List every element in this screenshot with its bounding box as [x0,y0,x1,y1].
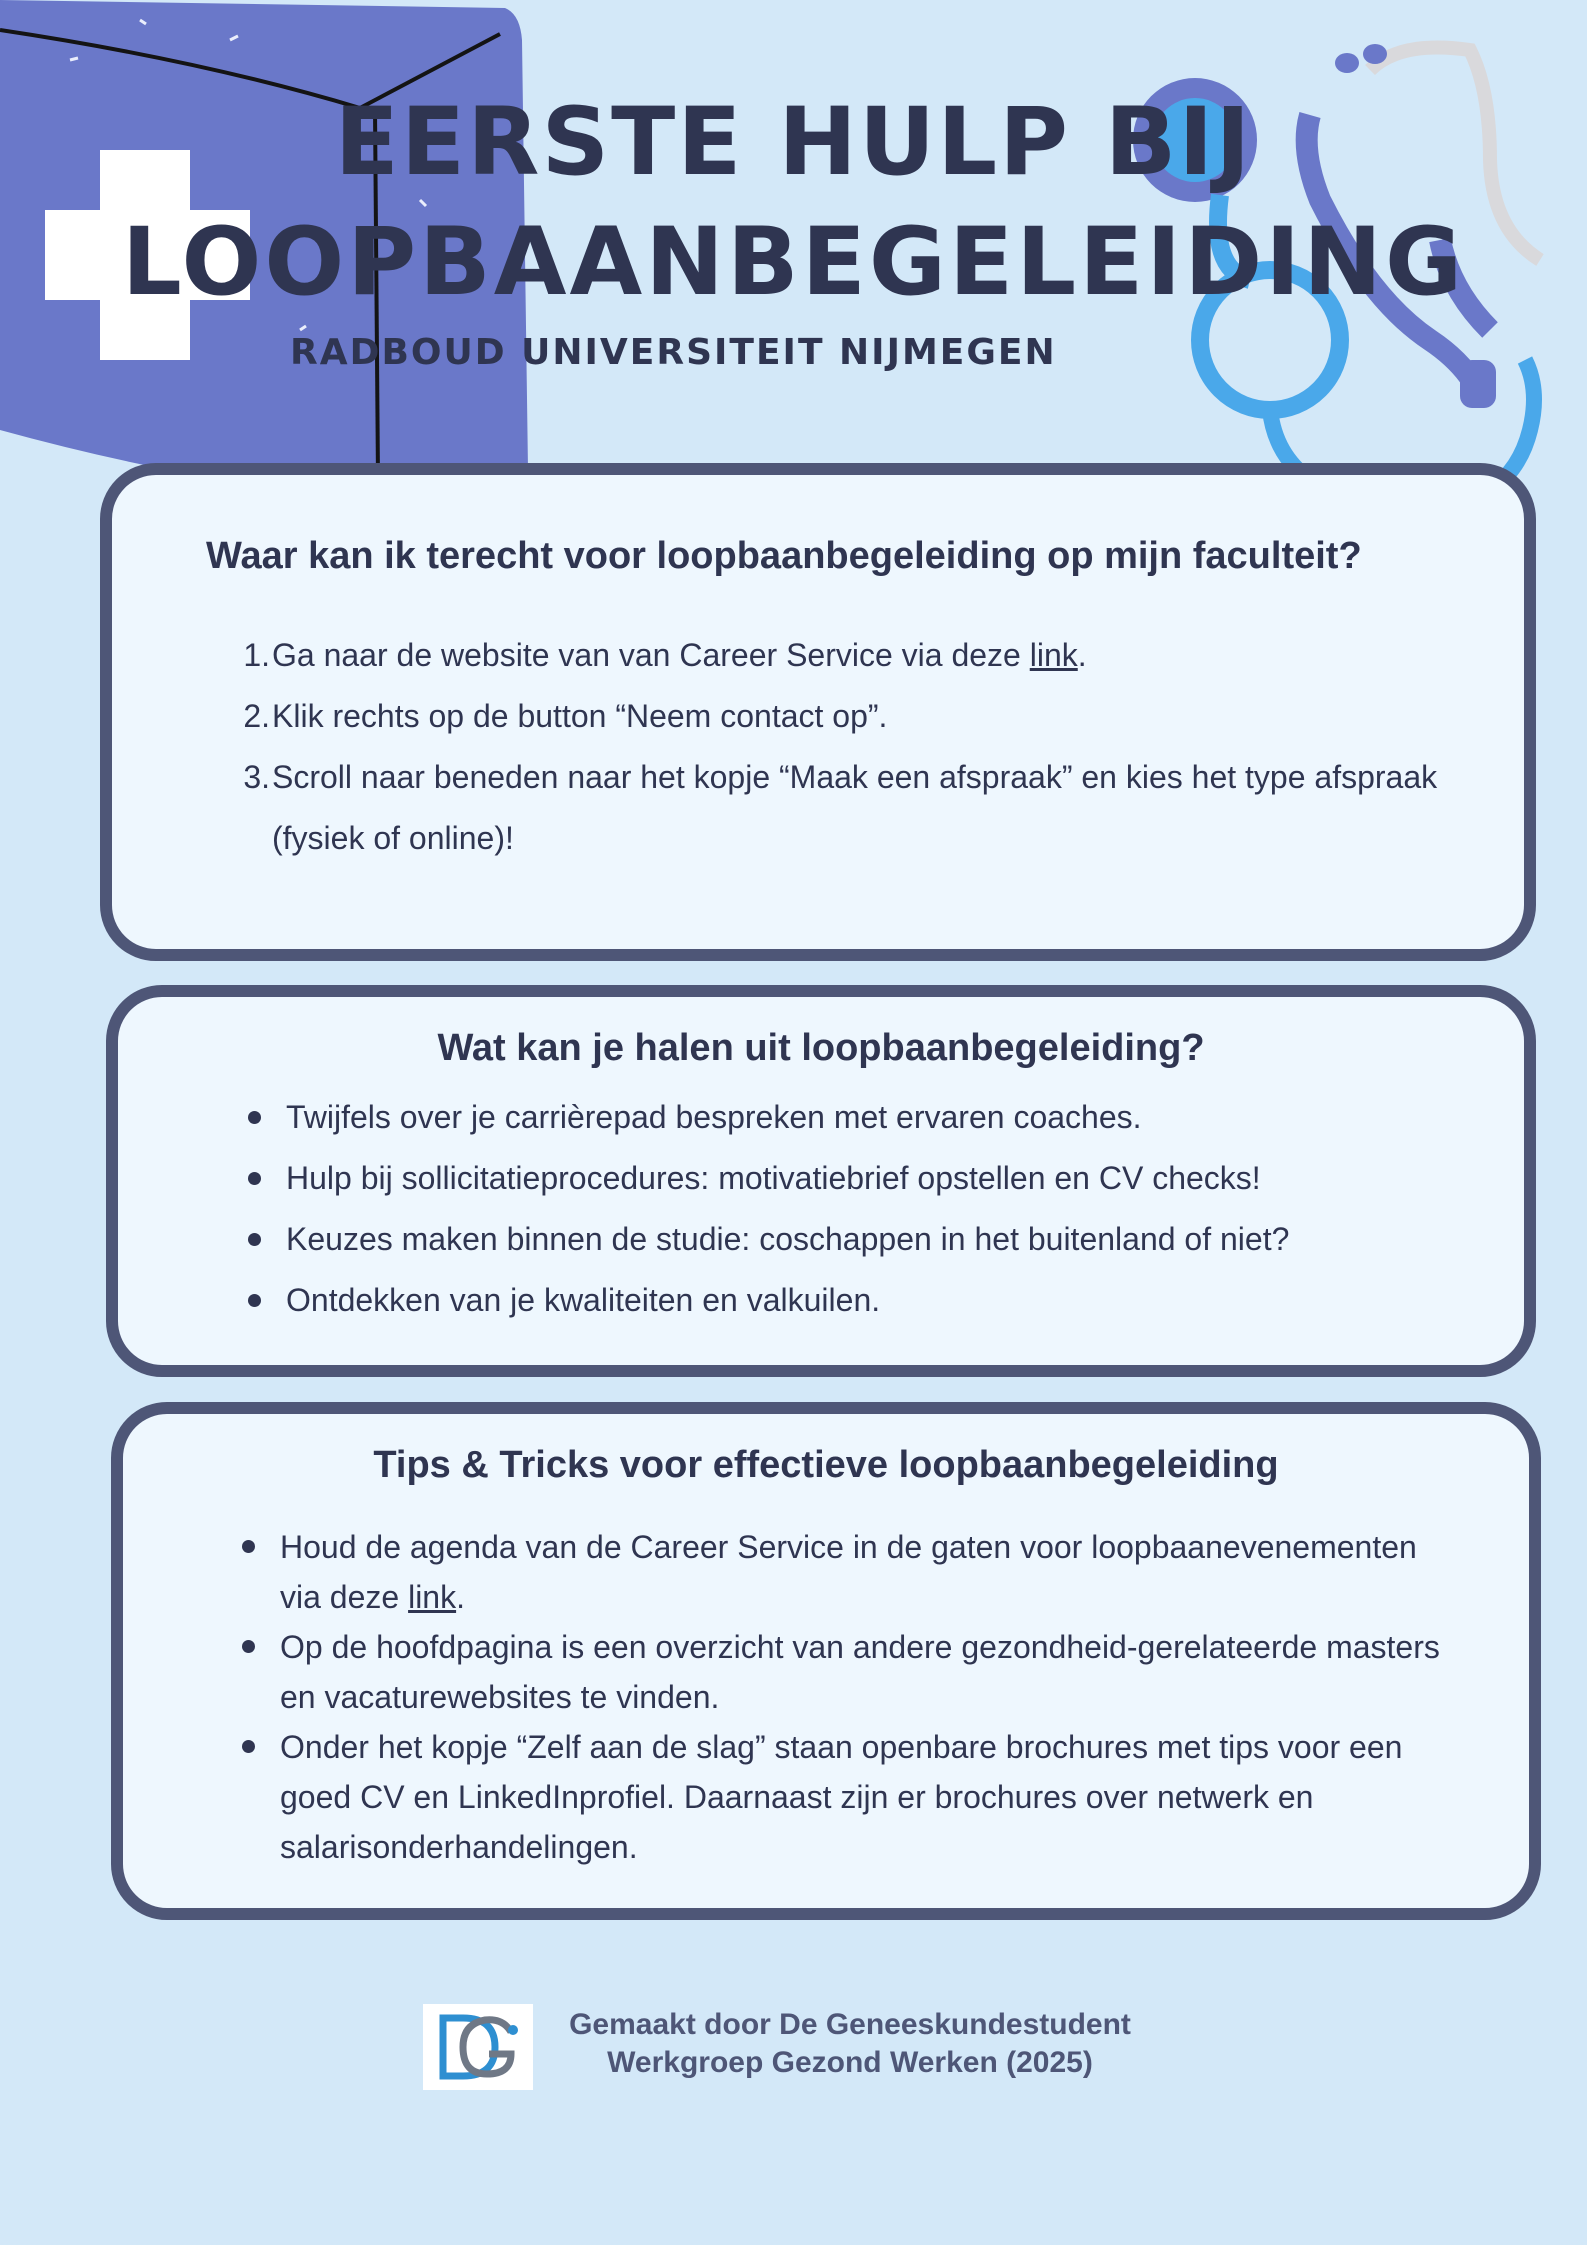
tips-list [238,1522,1458,1872]
benefits-list [244,1087,1494,1331]
steps-list [232,625,1482,869]
page-title-line2: LOOPBAANBEGELEIDING [121,208,1466,317]
footer-credits [540,2006,1160,2082]
list-item: Op de hoofdpagina is een overzicht van andere gezondheid-gerelateerde masters en vacaturewebsites te vinden. [238,1622,1458,1722]
tip-text-end: . [456,1579,465,1615]
step-item [232,747,1482,869]
step-text: Klik rechts op de button “Neem contact op”. [272,698,888,734]
step-item [232,625,1482,686]
list-item: Onder het kopje “Zelf aan de slag” staan openbare brochures met tips voor een goed CV en LinkedInprofiel. Daarnaast zijn er brochures over netwerk en salarisonderhandelingen. [238,1722,1458,1872]
benefits-title: Wat kan je halen uit loopbaanbegeleiding? [437,1027,1205,1069]
list-item: Keuzes maken binnen de studie: coschappen in het buitenland of niet? [244,1209,1494,1270]
tips-card [111,1402,1541,1920]
benefits-card [106,985,1536,1377]
tip-text: Houd de agenda van de Career Service in de gaten voor loopbaanevenementen via deze [280,1529,1417,1615]
step-number: 3. [243,759,270,795]
footer-line2: Werkgroep Gezond Werken (2025) [607,2046,1093,2079]
list-item: Twijfels over je carrièrepad bespreken met ervaren coaches. [244,1087,1494,1148]
svg-text:DG: DG [477,2086,479,2087]
list-item [238,1522,1458,1622]
footer-line1: Gemaakt door De Geneeskundestudent [569,2008,1131,2041]
faculty-guidance-card [100,463,1536,961]
career-service-link[interactable]: link [1029,637,1078,673]
dg-logo-icon [423,2004,533,2090]
step-number: 1. [243,637,270,673]
events-link[interactable]: link [408,1579,457,1615]
list-item: Ontdekken van je kwaliteiten en valkuilen. [244,1270,1494,1331]
list-item: Hulp bij sollicitatieprocedures: motivatiebrief opstellen en CV checks! [244,1148,1494,1209]
step-text: Scroll naar beneden naar het kopje “Maak een afspraak” en kies het type afspraak (fysiek of online)! [272,759,1438,856]
step-text: Ga naar de website van van Career Service via deze [272,637,1030,673]
step-text-end: . [1077,637,1087,673]
faculty-guidance-title: Waar kan ik terecht voor loopbaanbegeleiding op mijn faculteit? [206,535,1362,577]
step-number: 2. [243,698,270,734]
page-title-line1: EERSTE HULP BIJ [334,88,1253,197]
page-subtitle: RADBOUD UNIVERSITEIT NIJMEGEN [290,332,1057,373]
tips-title: Tips & Tricks voor effectieve loopbaanbegeleiding [373,1444,1279,1486]
step-item [232,686,1482,747]
